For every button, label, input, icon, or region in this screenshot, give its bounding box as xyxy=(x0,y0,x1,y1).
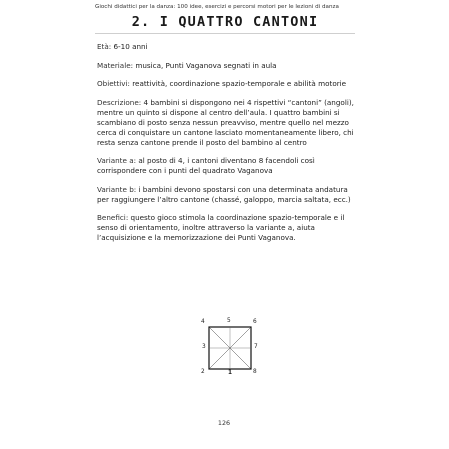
paragraph-variante-a xyxy=(97,156,355,176)
page-title: 2. I QUATTRO CANTONI xyxy=(131,14,319,30)
text-eta: : 6-10 anni xyxy=(108,42,148,51)
body-text xyxy=(97,42,355,252)
text-variante-b: : i bambini devono spostarsi con una determinata andatura per raggiungere l’altro cantone (chassé, galoppo, marcia saltata, ecc.) xyxy=(97,184,351,204)
label-variante-a: Variante a xyxy=(97,156,134,165)
point-8-label: 8 xyxy=(253,369,257,375)
title-divider xyxy=(95,33,355,34)
point-2-label: 2 xyxy=(201,369,205,375)
label-benefici: Benefici xyxy=(97,213,126,222)
point-3-label: 3 xyxy=(202,344,206,350)
text-variante-a: : al posto di 4, i cantoni diventano 8 facendoli così corrispondere con i punti del quadrato Vaganova xyxy=(97,156,315,175)
point-6-label: 6 xyxy=(253,319,257,325)
text-descrizione: : 4 bambini si dispongono nei 4 rispettivi “cantoni” (angoli), mentre un quinto si dispone al centro dell’aula. I quattro bambini si scambiano di posto senza nessun preavviso, mentre quello nel mezzo cerca di conquistare un cantone lasciato momentaneamente libero, chi resta senza cantone prende il posto del bambino al centro xyxy=(97,97,354,147)
label-eta: Età xyxy=(97,42,109,51)
label-variante-b: Variante b xyxy=(97,184,134,194)
paragraph-descrizione xyxy=(97,98,355,148)
point-4-label: 4 xyxy=(201,319,205,325)
paragraph-benefici xyxy=(97,213,355,243)
paragraph-obiettivi xyxy=(97,79,355,89)
running-header: Giochi didattici per la danza: 100 idee, esercizi e percorsi motori per le lezioni di danza xyxy=(95,4,339,10)
text-materiale: : musica, Punti Vaganova segnati in aula xyxy=(130,60,277,70)
label-obiettivi: Obiettivi xyxy=(97,79,128,88)
point-7-label: 7 xyxy=(254,344,258,350)
label-descrizione: Descrizione xyxy=(97,97,139,107)
paragraph-eta xyxy=(97,42,355,52)
label-materiale: Materiale xyxy=(97,60,131,70)
paragraph-materiale xyxy=(97,61,355,71)
text-obiettivi: : reattività, coordinazione spazio-temporale e abilità motorie xyxy=(127,79,347,88)
point-5-label: 5 xyxy=(227,318,231,324)
vaganova-square-diagram xyxy=(198,316,263,378)
page-number: 126 xyxy=(217,419,231,427)
paragraph-variante-b xyxy=(97,185,355,205)
text-benefici: : questo gioco stimola la coordinazione spazio-temporale e il senso di orientamento, inoltre attraverso la variante a, aiuta l’acquisizione e la memorizzazione dei Punti Vaganova. xyxy=(97,213,345,242)
point-1-label: 1 xyxy=(228,370,233,376)
